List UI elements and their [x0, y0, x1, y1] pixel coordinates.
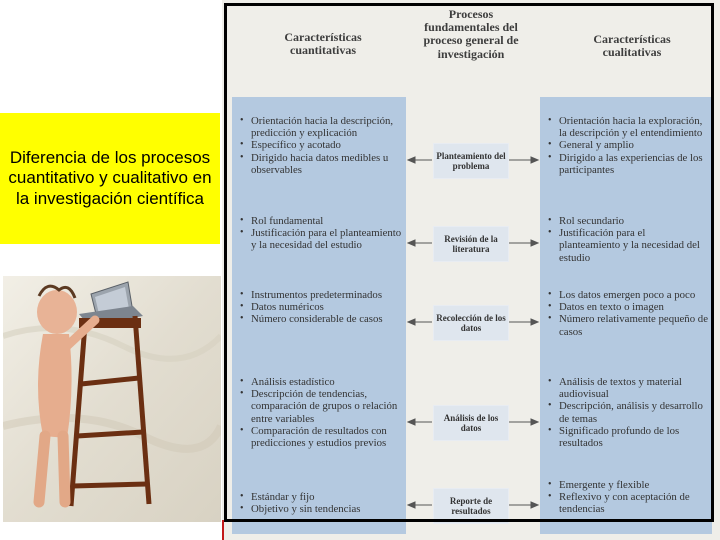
header-processes: Procesos fundamentales del proceso general de investigación: [423, 7, 519, 61]
slide-title: Diferencia de los procesos cuantitativo y cualitativo en la investigación científica: [8, 147, 212, 208]
list-item: • Orientación hacia la descripción, predicción y explicación: [240, 115, 394, 140]
list-item: • Comparación de resultados con predicciones y estudios previos: [240, 424, 387, 450]
list-item: • Justificación para el planteamiento y la necesidad del estudio: [548, 227, 700, 264]
list-item: • Rol secundario: [548, 215, 625, 227]
diagram-frame: [224, 3, 714, 522]
red-accent-line: [222, 520, 224, 540]
list-item: • Número considerable de casos: [240, 313, 383, 326]
list-item: • Descripción, análisis y desarrollo de temas: [548, 400, 703, 425]
list-item: • Datos en texto o imagen: [548, 301, 664, 314]
process-box-3: Recolección de los datos: [433, 305, 509, 341]
list-item: • Análisis estadístico: [240, 376, 335, 388]
list-item: • Los datos emergen poco a poco: [548, 289, 696, 301]
list-item: • Dirigido a las experiencias de los participantes: [548, 151, 703, 176]
process-box-5: Reporte de resultados: [433, 488, 509, 524]
header-qualitative: Características cualitativas: [593, 32, 671, 60]
list-item: • Número relativamente pequeño de casos: [548, 313, 708, 338]
process-box-1: Planteamiento del problema: [433, 143, 509, 179]
list-item: • Dirigido hacia datos medibles u observables: [240, 151, 389, 176]
list-item: • Estándar y fijo: [240, 491, 315, 503]
list-item: • General y amplio: [548, 139, 634, 152]
baby-on-ladder-photo: [3, 276, 221, 522]
list-item: • Orientación hacia la exploración, la descripción y el entendimiento: [548, 115, 703, 140]
list-item: • Reflexivo y con aceptación de tendencias: [548, 491, 690, 516]
list-item: • Rol fundamental: [240, 215, 324, 227]
process-box-4: Análisis de los datos: [433, 405, 509, 441]
slide-title-box: [0, 113, 220, 244]
list-item: • Instrumentos predeterminados: [240, 289, 383, 301]
list-item: • Significado profundo de los resultados: [548, 424, 680, 450]
list-item: • Emergente y flexible: [548, 479, 650, 491]
list-item: • Objetivo y sin tendencias: [240, 503, 361, 516]
list-item: • Específico y acotado: [240, 139, 341, 152]
list-item: • Justificación para el planteamiento y la necesidad del estudio: [240, 227, 402, 252]
list-item: • Datos numéricos: [240, 301, 324, 314]
process-box-2: Revisión de la literatura: [433, 226, 509, 262]
list-item: • Análisis de textos y material audiovisual: [548, 376, 682, 401]
list-item: • Descripción de tendencias, comparación de grupos o relación entre variables: [240, 388, 398, 425]
header-quantitative: Características cuantitativas: [284, 30, 362, 58]
